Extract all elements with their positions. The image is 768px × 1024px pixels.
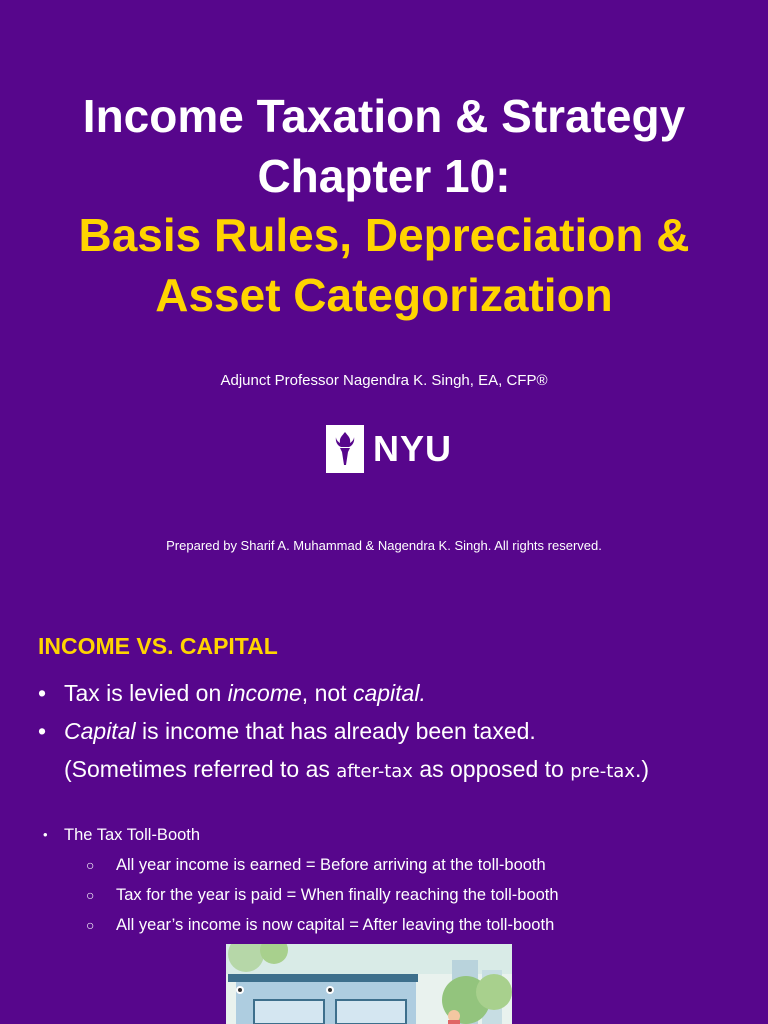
hollow-circle-icon: ○ — [86, 857, 95, 873]
nyu-logo — [326, 425, 452, 473]
toll-booth-illustration — [226, 944, 512, 1024]
slide-title-line2: Chapter 10: — [257, 150, 511, 202]
bullet-dot-icon: • — [38, 680, 47, 706]
term-pre-tax: pre-tax — [570, 761, 635, 782]
bullet-text: Tax is levied on — [64, 680, 228, 706]
bullet-dot-icon: • — [38, 718, 47, 744]
main-bullet-list — [38, 674, 738, 791]
term-after-tax: after-tax — [336, 761, 413, 782]
hollow-circle-icon: ○ — [86, 917, 95, 933]
slide-subtitle-line1: Basis Rules, Depreciation & — [78, 209, 690, 261]
hollow-circle-icon: ○ — [86, 887, 95, 903]
slide-subtitle-line2: Asset Categorization — [155, 269, 613, 321]
toll-booth-heading-text: The Tax Toll-Booth — [64, 826, 201, 844]
nyu-torch-icon — [326, 425, 364, 473]
bullet-text: is income that has already been taxed. — [135, 718, 536, 744]
bullet-dot-icon: • — [43, 827, 48, 842]
bullet-item — [38, 712, 738, 750]
bullet-item — [38, 674, 738, 712]
bullet-emphasis: income — [227, 680, 302, 706]
bullet-text: , not — [301, 680, 353, 706]
bullet-text: (Sometimes referred to as — [64, 756, 337, 782]
toll-booth-item — [43, 850, 559, 880]
nyu-logo-text: NYU — [373, 428, 453, 469]
toll-booth-item-text: All year’s income is now capital = After leaving the toll-booth — [116, 916, 555, 934]
slide-title-line1: Income Taxation & Strategy — [82, 90, 686, 142]
toll-booth-item — [43, 910, 559, 940]
bullet-continuation — [38, 750, 738, 791]
toll-booth-item — [43, 880, 559, 910]
bullet-text: .) — [634, 756, 650, 782]
toll-booth-item-text: All year income is earned = Before arriving at the toll-booth — [116, 856, 546, 874]
section-heading: INCOME VS. CAPITAL — [38, 633, 278, 659]
bullet-text: as opposed to — [412, 756, 571, 782]
bullet-emphasis: Capital — [64, 718, 136, 744]
author-line: Adjunct Professor Nagendra K. Singh, EA, CFP® — [220, 372, 548, 389]
prepared-by-line: Prepared by Sharif A. Muhammad & Nagendra K. Singh. All rights reserved. — [166, 538, 602, 553]
bullet-emphasis: capital. — [352, 680, 426, 706]
toll-booth-heading — [43, 820, 559, 850]
toll-booth-item-text: Tax for the year is paid = When finally reaching the toll-booth — [116, 886, 559, 904]
content-slide — [0, 600, 768, 1024]
toll-booth-list — [43, 820, 559, 940]
